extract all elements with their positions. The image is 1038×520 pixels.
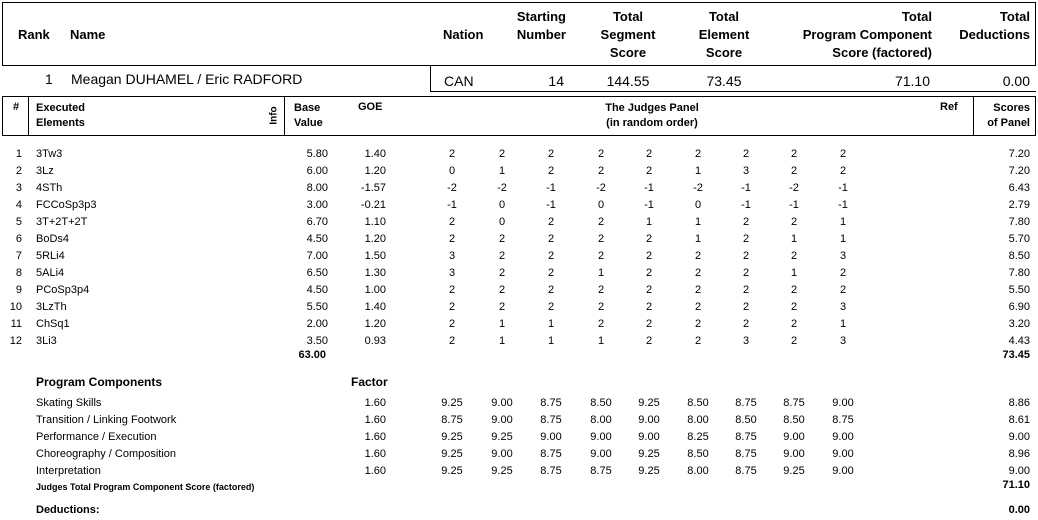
judge-score: 1 xyxy=(839,216,847,228)
judge-mark: 9.00 xyxy=(832,465,854,477)
judge-score: 2 xyxy=(694,301,702,313)
skater-deductions: 0.00 xyxy=(1002,73,1030,89)
judge-score: 2 xyxy=(694,267,702,279)
component-factor: 1.60 xyxy=(364,397,386,409)
element-panel-score: 7.20 xyxy=(1008,165,1030,177)
judge-score: 2 xyxy=(498,250,506,262)
judge-score: 3 xyxy=(448,267,456,279)
judge-mark: 9.00 xyxy=(638,414,660,426)
judge-score: 2 xyxy=(694,148,702,160)
elements-header-box xyxy=(2,96,1036,136)
starting-number-header: Starting Number xyxy=(516,9,566,42)
table-row xyxy=(0,180,1038,196)
element-base-value: 2.00 xyxy=(306,318,328,330)
ref-header: Ref xyxy=(940,101,958,113)
table-row xyxy=(0,265,1038,281)
table-row xyxy=(0,146,1038,162)
total-deductions-header: Total Deductions xyxy=(959,9,1030,42)
pcs-total-value: 71.10 xyxy=(1002,479,1030,491)
judge-score: -1 xyxy=(644,199,654,211)
judge-score: 3 xyxy=(448,250,456,262)
judge-score: 2 xyxy=(498,233,506,245)
judge-score: 2 xyxy=(742,267,750,279)
judge-score: 1 xyxy=(597,335,605,347)
element-panel-score: 5.70 xyxy=(1008,233,1030,245)
judge-mark: 8.50 xyxy=(687,397,709,409)
judge-mark: 8.25 xyxy=(687,431,709,443)
element-code: 3T+2T+2T xyxy=(36,216,88,228)
table-row xyxy=(0,299,1038,315)
judge-score: 2 xyxy=(790,284,798,296)
element-goe: 1.40 xyxy=(364,301,386,313)
element-goe: 1.00 xyxy=(364,284,386,296)
component-row xyxy=(0,463,1038,479)
judge-score: 1 xyxy=(790,267,798,279)
judge-mark: 8.75 xyxy=(832,414,854,426)
judge-score: 2 xyxy=(547,165,555,177)
element-code: 5ALi4 xyxy=(36,267,65,279)
judge-score: 3 xyxy=(839,301,847,313)
base-value-total: 63.00 xyxy=(298,349,326,361)
goe-header: GOE xyxy=(358,101,383,113)
judge-score: 2 xyxy=(790,165,798,177)
judge-mark: 9.00 xyxy=(832,448,854,460)
judge-mark: 9.25 xyxy=(638,465,660,477)
judge-mark: 8.75 xyxy=(735,465,757,477)
element-number: 6 xyxy=(15,233,22,245)
judge-mark: 8.75 xyxy=(590,465,612,477)
scores-of-panel-header: Scores of Panel xyxy=(987,102,1030,129)
judge-score: 2 xyxy=(645,250,653,262)
judge-score: 2 xyxy=(742,233,750,245)
judge-score: 2 xyxy=(498,284,506,296)
judge-score: 2 xyxy=(839,267,847,279)
component-name: Skating Skills xyxy=(36,397,102,409)
judge-score: -1 xyxy=(838,199,848,211)
judge-score: 3 xyxy=(742,335,750,347)
nation-header: Nation xyxy=(443,27,484,42)
judge-score: 2 xyxy=(790,250,798,262)
judge-score: 1 xyxy=(498,165,506,177)
judge-score: 2 xyxy=(498,148,506,160)
judge-mark: 8.75 xyxy=(540,397,562,409)
element-code: PCoSp3p4 xyxy=(36,284,90,296)
element-goe: 1.20 xyxy=(364,233,386,245)
element-base-value: 3.00 xyxy=(306,199,328,211)
judge-score: 2 xyxy=(597,165,605,177)
judge-score: 0 xyxy=(694,199,702,211)
judge-score: 2 xyxy=(597,284,605,296)
skater-element-score: 73.45 xyxy=(706,73,742,89)
judge-score: -2 xyxy=(693,182,703,194)
judge-score: 2 xyxy=(597,216,605,228)
program-components-title: Program Components xyxy=(36,375,163,389)
header-divider xyxy=(430,66,431,92)
component-name: Performance / Execution xyxy=(36,431,157,443)
judge-score: 1 xyxy=(694,216,702,228)
judge-score: 2 xyxy=(839,284,847,296)
judge-mark: 9.25 xyxy=(491,465,513,477)
element-goe: 0.93 xyxy=(364,335,386,347)
judge-score: 2 xyxy=(694,318,702,330)
element-goe: 1.10 xyxy=(364,216,386,228)
table-row xyxy=(0,316,1038,332)
judge-score: 2 xyxy=(742,148,750,160)
element-goe: 1.20 xyxy=(364,318,386,330)
judge-mark: 8.50 xyxy=(687,448,709,460)
judge-score: 1 xyxy=(597,267,605,279)
element-number: 4 xyxy=(15,199,22,211)
component-row xyxy=(0,446,1038,462)
element-base-value: 7.00 xyxy=(306,250,328,262)
component-panel-score: 9.00 xyxy=(1008,431,1030,443)
component-panel-score: 8.96 xyxy=(1008,448,1030,460)
judge-mark: 9.25 xyxy=(783,465,805,477)
element-base-value: 6.50 xyxy=(306,267,328,279)
judge-score: 2 xyxy=(839,148,847,160)
judge-score: 2 xyxy=(742,301,750,313)
judge-mark: 9.25 xyxy=(441,465,463,477)
judge-score: 2 xyxy=(448,284,456,296)
judge-score: 2 xyxy=(448,148,456,160)
judge-score: 3 xyxy=(742,165,750,177)
element-panel-score: 4.43 xyxy=(1008,335,1030,347)
element-code: 3Li3 xyxy=(36,335,57,347)
judge-score: 2 xyxy=(547,148,555,160)
judge-score: 2 xyxy=(498,301,506,313)
judge-mark: 8.50 xyxy=(783,414,805,426)
element-goe: -0.21 xyxy=(360,199,386,211)
element-code: ChSq1 xyxy=(36,318,70,330)
element-panel-score: 6.90 xyxy=(1008,301,1030,313)
component-name: Interpretation xyxy=(36,465,101,477)
judge-score: 2 xyxy=(645,335,653,347)
header-bottom-line xyxy=(430,91,1036,92)
deductions-value: 0.00 xyxy=(1008,504,1030,516)
component-panel-score: 8.86 xyxy=(1008,397,1030,409)
table-row xyxy=(0,214,1038,230)
element-number: 12 xyxy=(9,335,22,347)
judge-score: 2 xyxy=(790,148,798,160)
judge-mark: 8.75 xyxy=(540,414,562,426)
judge-score: 2 xyxy=(790,301,798,313)
element-goe: 1.30 xyxy=(364,267,386,279)
total-element-score-header: Total Element Score xyxy=(698,9,750,60)
judge-mark: 8.75 xyxy=(783,397,805,409)
judge-mark: 8.75 xyxy=(735,397,757,409)
judge-score: 2 xyxy=(645,165,653,177)
judge-score: 2 xyxy=(547,233,555,245)
judge-score: 1 xyxy=(694,165,702,177)
judge-score: 2 xyxy=(645,148,653,160)
table-row xyxy=(0,282,1038,298)
element-panel-score: 7.80 xyxy=(1008,267,1030,279)
judge-score: -2 xyxy=(447,182,457,194)
judge-score: 1 xyxy=(498,318,506,330)
element-number: 8 xyxy=(15,267,22,279)
elements-score-total: 73.45 xyxy=(1002,349,1030,361)
judge-mark: 8.50 xyxy=(735,414,757,426)
component-row xyxy=(0,395,1038,411)
judge-score: 0 xyxy=(597,199,605,211)
judge-score: 2 xyxy=(694,250,702,262)
element-panel-score: 6.43 xyxy=(1008,182,1030,194)
judge-score: 1 xyxy=(645,216,653,228)
table-row xyxy=(0,248,1038,264)
judge-score: 2 xyxy=(742,250,750,262)
judge-mark: 8.00 xyxy=(687,414,709,426)
judge-score: 2 xyxy=(597,301,605,313)
judge-score: 2 xyxy=(498,267,506,279)
element-base-value: 6.00 xyxy=(306,165,328,177)
judge-score: 2 xyxy=(448,216,456,228)
judge-score: 2 xyxy=(547,284,555,296)
judge-score: 2 xyxy=(597,250,605,262)
judge-mark: 8.75 xyxy=(540,465,562,477)
judge-score: 1 xyxy=(694,233,702,245)
element-code: 3LzTh xyxy=(36,301,67,313)
element-code: 3Lz xyxy=(36,165,54,177)
judge-mark: 9.00 xyxy=(832,397,854,409)
judge-score: 2 xyxy=(645,233,653,245)
judge-score: -2 xyxy=(596,182,606,194)
judge-mark: 9.00 xyxy=(491,397,513,409)
judge-score: 2 xyxy=(547,216,555,228)
judge-score: 2 xyxy=(742,284,750,296)
col-sep-num xyxy=(28,96,29,136)
skater-starting-number: 14 xyxy=(548,73,564,89)
element-base-value: 4.50 xyxy=(306,284,328,296)
judge-score: -1 xyxy=(741,199,751,211)
judge-mark: 8.75 xyxy=(441,414,463,426)
judge-score: 2 xyxy=(694,335,702,347)
judge-score: 1 xyxy=(498,335,506,347)
component-panel-score: 9.00 xyxy=(1008,465,1030,477)
element-number: 9 xyxy=(15,284,22,296)
judge-mark: 8.00 xyxy=(687,465,709,477)
judge-score: 2 xyxy=(645,318,653,330)
component-panel-score: 8.61 xyxy=(1008,414,1030,426)
table-row xyxy=(0,231,1038,247)
component-factor: 1.60 xyxy=(364,431,386,443)
num-header: # xyxy=(13,101,20,113)
judge-score: 2 xyxy=(448,318,456,330)
judge-mark: 8.75 xyxy=(735,448,757,460)
col-sep-info xyxy=(284,96,285,136)
info-header: Info xyxy=(268,106,280,125)
judge-score: 2 xyxy=(597,318,605,330)
judge-score: 0 xyxy=(498,216,506,228)
judge-score: 2 xyxy=(645,267,653,279)
judge-score: 3 xyxy=(839,335,847,347)
judge-mark: 9.25 xyxy=(441,448,463,460)
element-base-value: 3.50 xyxy=(306,335,328,347)
judge-mark: 8.75 xyxy=(540,448,562,460)
skater-nation: CAN xyxy=(444,73,474,89)
judge-score: 2 xyxy=(742,318,750,330)
judge-mark: 9.00 xyxy=(590,431,612,443)
element-panel-score: 7.20 xyxy=(1008,148,1030,160)
element-code: 5RLi4 xyxy=(36,250,65,262)
component-name: Transition / Linking Footwork xyxy=(36,414,177,426)
judge-mark: 9.25 xyxy=(441,431,463,443)
element-base-value: 8.00 xyxy=(306,182,328,194)
pcs-total-label: Judges Total Program Component Score (factored) xyxy=(36,482,255,492)
component-row xyxy=(0,412,1038,428)
judge-score: 2 xyxy=(448,233,456,245)
skater-rank: 1 xyxy=(45,71,53,87)
judge-score: 2 xyxy=(790,335,798,347)
element-panel-score: 3.20 xyxy=(1008,318,1030,330)
judge-score: 0 xyxy=(448,165,456,177)
judge-mark: 9.00 xyxy=(832,431,854,443)
judge-score: -1 xyxy=(741,182,751,194)
judge-score: -1 xyxy=(644,182,654,194)
judge-score: 1 xyxy=(839,318,847,330)
judge-mark: 9.00 xyxy=(540,431,562,443)
judge-score: 2 xyxy=(597,233,605,245)
judge-score: 2 xyxy=(694,284,702,296)
element-goe: 1.40 xyxy=(364,148,386,160)
judge-score: 2 xyxy=(790,216,798,228)
judge-score: -1 xyxy=(789,199,799,211)
judge-mark: 9.00 xyxy=(491,448,513,460)
judges-panel-header: The Judges Panel (in random order) xyxy=(605,102,699,129)
judge-mark: 9.25 xyxy=(491,431,513,443)
element-panel-score: 2.79 xyxy=(1008,199,1030,211)
element-panel-score: 5.50 xyxy=(1008,284,1030,296)
judge-score: 2 xyxy=(547,267,555,279)
table-row xyxy=(0,197,1038,213)
element-base-value: 4.50 xyxy=(306,233,328,245)
judge-mark: 9.00 xyxy=(638,431,660,443)
judge-score: 1 xyxy=(790,233,798,245)
judge-mark: 8.75 xyxy=(735,431,757,443)
judge-mark: 9.25 xyxy=(638,397,660,409)
element-panel-score: 7.80 xyxy=(1008,216,1030,228)
judge-score: 2 xyxy=(547,301,555,313)
judge-score: -1 xyxy=(546,199,556,211)
judge-score: 2 xyxy=(448,335,456,347)
judge-score: 2 xyxy=(645,284,653,296)
element-number: 1 xyxy=(15,148,22,160)
judge-mark: 9.25 xyxy=(441,397,463,409)
judge-score: 2 xyxy=(645,301,653,313)
element-goe: 1.50 xyxy=(364,250,386,262)
judge-score: -2 xyxy=(789,182,799,194)
element-goe: 1.20 xyxy=(364,165,386,177)
component-factor: 1.60 xyxy=(364,465,386,477)
element-code: 4STh xyxy=(36,182,63,194)
total-segment-score-header: Total Segment Score xyxy=(600,9,656,60)
judge-score: -1 xyxy=(838,182,848,194)
element-base-value: 5.50 xyxy=(306,301,328,313)
element-base-value: 6.70 xyxy=(306,216,328,228)
judge-mark: 9.00 xyxy=(783,448,805,460)
judge-score: 3 xyxy=(839,250,847,262)
component-name: Choreography / Composition xyxy=(36,448,177,460)
element-panel-score: 8.50 xyxy=(1008,250,1030,262)
judge-score: 2 xyxy=(597,148,605,160)
element-number: 3 xyxy=(15,182,22,194)
element-number: 10 xyxy=(9,301,22,313)
element-number: 7 xyxy=(15,250,22,262)
judge-score: 2 xyxy=(839,165,847,177)
judge-score: 1 xyxy=(839,233,847,245)
judge-score: 2 xyxy=(790,318,798,330)
judge-score: -2 xyxy=(497,182,507,194)
element-number: 5 xyxy=(15,216,22,228)
judge-score: -1 xyxy=(546,182,556,194)
rank-header: Rank xyxy=(18,27,50,42)
base-value-header: Base Value xyxy=(294,102,323,129)
judge-mark: 8.00 xyxy=(590,414,612,426)
judge-score: 2 xyxy=(547,250,555,262)
judge-mark: 8.50 xyxy=(590,397,612,409)
element-code: 3Tw3 xyxy=(36,148,63,160)
name-header: Name xyxy=(70,27,106,42)
judge-score: 2 xyxy=(448,301,456,313)
judge-mark: 9.00 xyxy=(590,448,612,460)
table-row xyxy=(0,333,1038,349)
element-number: 2 xyxy=(15,165,22,177)
component-factor: 1.60 xyxy=(364,414,386,426)
element-code: BoDs4 xyxy=(36,233,70,245)
component-factor: 1.60 xyxy=(364,448,386,460)
factor-header: Factor xyxy=(351,375,388,389)
judge-score: 1 xyxy=(547,335,555,347)
total-pcs-header: Total Program Component Score (factored) xyxy=(802,9,932,60)
table-row xyxy=(0,163,1038,179)
skater-segment-score: 144.55 xyxy=(606,73,650,89)
element-number: 11 xyxy=(10,318,22,330)
skater-pcs-score: 71.10 xyxy=(894,73,930,89)
judge-mark: 9.00 xyxy=(783,431,805,443)
deductions-label: Deductions: xyxy=(36,504,100,516)
element-base-value: 5.80 xyxy=(306,148,328,160)
judge-score: 2 xyxy=(742,216,750,228)
judge-mark: 9.25 xyxy=(638,448,660,460)
col-sep-scores xyxy=(973,96,974,136)
judge-mark: 9.00 xyxy=(491,414,513,426)
skater-name: Meagan DUHAMEL / Eric RADFORD xyxy=(71,71,303,87)
judge-score: 1 xyxy=(547,318,555,330)
component-row xyxy=(0,429,1038,445)
element-goe: -1.57 xyxy=(360,182,386,194)
judge-score: -1 xyxy=(447,199,457,211)
element-code: FCCoSp3p3 xyxy=(36,199,97,211)
executed-elements-header: Executed Elements xyxy=(36,102,85,129)
judge-score: 0 xyxy=(498,199,506,211)
